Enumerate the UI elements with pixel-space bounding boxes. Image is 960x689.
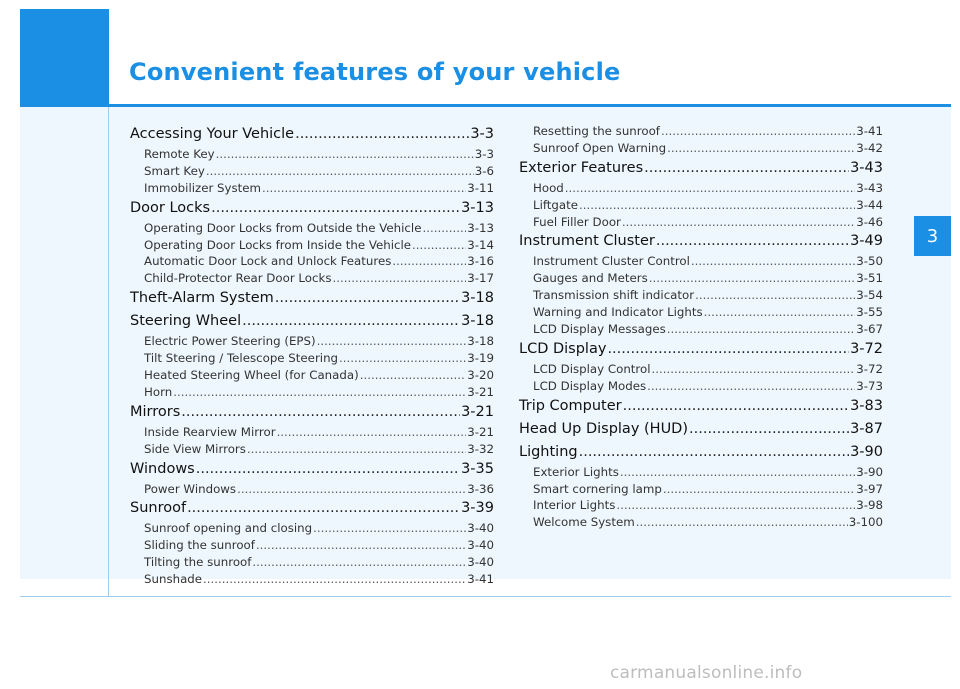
- dot-leader: [661, 124, 855, 138]
- toc-section-entry[interactable]: [130, 313, 494, 334]
- toc-entry-title: Operating Door Locks from Outside the Vehicle: [144, 220, 422, 235]
- toc-subsection-entry[interactable]: [519, 482, 883, 499]
- toc-entry-title: Tilting the sunroof: [144, 555, 252, 570]
- toc-section-entry[interactable]: [519, 341, 883, 362]
- toc-entry-title: Gauges and Meters: [533, 271, 648, 286]
- toc-section-entry[interactable]: [130, 200, 494, 221]
- toc-entry-page: 3-55: [856, 305, 883, 320]
- toc-section-entry[interactable]: [519, 444, 883, 465]
- toc-entry-title: Sunroof Open Warning: [533, 140, 667, 155]
- dot-leader: [663, 482, 855, 496]
- toc-entry-title: Heated Steering Wheel (for Canada): [144, 368, 359, 383]
- dot-leader: [636, 515, 848, 529]
- toc-section-entry[interactable]: [519, 398, 883, 419]
- toc-entry-page: 3-100: [848, 515, 883, 530]
- toc-subsection-entry[interactable]: [519, 181, 883, 198]
- toc-entry-title: Power Windows: [144, 481, 237, 496]
- toc-entry-page: 3-97: [856, 481, 883, 496]
- dot-leader: [656, 233, 849, 249]
- toc-entry-title: Liftgate: [533, 197, 579, 212]
- toc-subsection-entry[interactable]: [519, 379, 883, 396]
- toc-section-entry[interactable]: [130, 404, 494, 425]
- toc-entry-page: 3-83: [850, 397, 883, 414]
- toc-entry-title: Tilt Steering / Telescope Steering: [144, 351, 339, 366]
- dot-leader: [203, 572, 466, 586]
- toc-subsection-entry[interactable]: [519, 322, 883, 339]
- toc-entry-page: 3-39: [461, 500, 494, 517]
- dot-leader: [360, 368, 467, 382]
- toc-entry-page: 3-49: [850, 233, 883, 250]
- toc-subsection-entry[interactable]: [519, 362, 883, 379]
- toc-entry-page: 3-90: [856, 464, 883, 479]
- toc-subsection-entry[interactable]: [519, 498, 883, 515]
- toc-entry-title: LCD Display: [519, 340, 607, 357]
- toc-entry-title: Sunroof: [130, 500, 187, 517]
- toc-entry-page: 3-6: [474, 163, 494, 178]
- dot-leader: [644, 160, 849, 176]
- toc-subsection-entry[interactable]: [519, 254, 883, 271]
- toc-subsection-entry[interactable]: [130, 442, 494, 459]
- toc-subsection-entry[interactable]: [519, 141, 883, 158]
- toc-entry-page: 3-21: [461, 403, 494, 420]
- toc-entry-title: Sliding the sunroof: [144, 538, 255, 553]
- dot-leader: [704, 305, 856, 319]
- toc-subsection-entry[interactable]: [130, 147, 494, 164]
- toc-subsection-entry[interactable]: [130, 164, 494, 181]
- toc-section-entry[interactable]: [519, 233, 883, 254]
- dot-leader: [339, 351, 466, 365]
- toc-entry-title: Instrument Cluster Control: [533, 254, 690, 269]
- toc-entry-title: Remote Key: [144, 147, 215, 161]
- toc-entry-title: Smart Key: [144, 163, 205, 178]
- toc-subsection-entry[interactable]: [130, 271, 494, 288]
- toc-section-entry[interactable]: [519, 160, 883, 181]
- toc-entry-title: Automatic Door Lock and Unlock Features: [144, 254, 392, 269]
- toc-subsection-entry[interactable]: [130, 538, 494, 555]
- toc-subsection-entry[interactable]: [130, 482, 494, 499]
- toc-entry-title: Exterior Features: [519, 159, 644, 176]
- toc-entry-page: 3-51: [856, 271, 883, 286]
- dot-leader: [422, 221, 466, 235]
- toc-entry-page: 3-32: [467, 441, 494, 456]
- toc-entry-page: 3-43: [856, 180, 883, 195]
- dot-leader: [332, 271, 466, 285]
- toc-entry-title: Steering Wheel: [130, 313, 242, 330]
- dot-leader: [667, 141, 855, 155]
- toc-section-entry[interactable]: [519, 421, 883, 442]
- dot-leader: [579, 444, 849, 460]
- toc-entry-page: 3-20: [467, 368, 494, 383]
- dot-leader: [412, 238, 466, 252]
- toc-entry-page: 3-44: [856, 197, 883, 212]
- toc-subsection-entry[interactable]: [130, 572, 494, 589]
- toc-entry-title: Instrument Cluster: [519, 233, 655, 250]
- toc-entry-title: Hood: [533, 180, 564, 195]
- dot-leader: [211, 200, 460, 216]
- dot-leader: [181, 404, 460, 420]
- toc-subsection-entry[interactable]: [130, 555, 494, 572]
- dot-leader: [667, 322, 855, 336]
- toc-entry-title: Fuel Filler Door: [533, 214, 621, 229]
- dot-leader: [206, 164, 474, 178]
- toc-entry-page: 3-87: [850, 420, 883, 437]
- toc-entry-page: 3-21: [467, 424, 494, 439]
- toc-subsection-entry[interactable]: [130, 221, 494, 238]
- toc-entry-title: Door Locks: [130, 199, 211, 216]
- toc-section-entry[interactable]: [130, 126, 494, 147]
- toc-subsection-entry[interactable]: [130, 238, 494, 255]
- dot-leader: [252, 555, 466, 569]
- dot-leader: [579, 198, 855, 212]
- toc-subsection-entry[interactable]: [519, 124, 883, 141]
- toc-entry-page: 3-19: [467, 351, 494, 366]
- toc-entry-title: Sunroof opening and closing: [144, 521, 313, 536]
- dot-leader: [295, 126, 469, 142]
- dot-leader: [313, 521, 466, 535]
- toc-subsection-entry[interactable]: [519, 271, 883, 288]
- toc-entry-title: Warning and Indicator Lights: [533, 305, 703, 320]
- toc-entry-page: 3-16: [467, 254, 494, 269]
- toc-section-entry[interactable]: [130, 461, 494, 482]
- toc-subsection-entry[interactable]: [130, 368, 494, 385]
- toc-entry-page: 3-18: [461, 313, 494, 330]
- toc-entry-page: 3-73: [856, 378, 883, 393]
- toc-subsection-entry[interactable]: [130, 385, 494, 402]
- chapter-title: Convenient features of your vehicle: [129, 58, 621, 86]
- toc-entry-page: 3-14: [467, 237, 494, 252]
- toc-entry-page: 3-41: [467, 572, 494, 587]
- toc-entry-title: LCD Display Messages: [533, 322, 666, 337]
- toc-entry-page: 3-18: [467, 334, 494, 349]
- toc-entry-page: 3-90: [850, 443, 883, 460]
- dot-leader: [277, 425, 467, 439]
- dot-leader: [275, 290, 460, 306]
- toc-entry-page: 3-21: [467, 384, 494, 399]
- toc-subsection-entry[interactable]: [519, 288, 883, 305]
- toc-entry-title: Welcome System: [533, 515, 635, 530]
- toc-entry-page: 3-36: [467, 481, 494, 496]
- bottom-rule: [20, 596, 951, 597]
- toc-entry-title: Inside Rearview Mirror: [144, 424, 276, 439]
- toc-section-entry[interactable]: [130, 290, 494, 311]
- toc-subsection-entry[interactable]: [519, 215, 883, 232]
- toc-subsection-entry[interactable]: [130, 181, 494, 198]
- dot-leader: [647, 379, 855, 393]
- dot-leader: [247, 442, 466, 456]
- dot-leader: [695, 288, 855, 302]
- dot-leader: [196, 461, 460, 477]
- toc-entry-title: Windows: [130, 460, 195, 477]
- toc-entry-title: Resetting the sunroof: [533, 124, 660, 138]
- toc-entry-page: 3-35: [461, 460, 494, 477]
- toc-entry-page: 3-42: [856, 140, 883, 155]
- dot-leader: [616, 498, 855, 512]
- toc-entry-title: Immobilizer System: [144, 180, 262, 195]
- toc-subsection-entry[interactable]: [130, 351, 494, 368]
- toc-entry-title: Horn: [144, 384, 173, 399]
- toc-entry-title: LCD Display Control: [533, 361, 651, 376]
- toc-entry-title: Operating Door Locks from Inside the Vehicle: [144, 237, 412, 252]
- toc-right-column: [519, 124, 883, 532]
- toc-entry-page: 3-18: [461, 290, 494, 307]
- toc-entry-page: 3-40: [467, 521, 494, 536]
- toc-entry-title: Transmission shift indicator: [533, 288, 695, 303]
- toc-entry-title: Exterior Lights: [533, 464, 619, 479]
- toc-entry-page: 3-40: [467, 555, 494, 570]
- toc-subsection-entry[interactable]: [130, 425, 494, 442]
- toc-entry-title: Theft-Alarm System: [130, 290, 274, 307]
- toc-entry-page: 3-98: [856, 498, 883, 513]
- toc-entry-title: Accessing Your Vehicle: [130, 126, 295, 142]
- toc-entry-page: 3-3: [470, 126, 494, 142]
- dot-leader: [256, 538, 466, 552]
- dot-leader: [237, 482, 466, 496]
- chapter-tab[interactable]: 3: [914, 216, 951, 256]
- toc-entry-title: Head Up Display (HUD): [519, 420, 689, 437]
- toc-entry-title: LCD Display Modes: [533, 378, 647, 393]
- toc-left-column: [130, 124, 494, 589]
- toc-entry-page: 3-40: [467, 538, 494, 553]
- toc-entry-title: Sunshade: [144, 572, 203, 587]
- dot-leader: [317, 334, 467, 348]
- toc-entry-page: 3-67: [856, 322, 883, 337]
- toc-subsection-entry[interactable]: [519, 305, 883, 322]
- toc-subsection-entry[interactable]: [130, 521, 494, 538]
- toc-entry-page: 3-41: [856, 124, 883, 138]
- dot-leader: [691, 254, 855, 268]
- dot-leader: [652, 362, 856, 376]
- toc-entry-title: Child-Protector Rear Door Locks: [144, 271, 332, 286]
- dot-leader: [649, 271, 855, 285]
- toc-entry-page: 3-72: [850, 340, 883, 357]
- toc-entry-page: 3-72: [856, 361, 883, 376]
- toc-entry-page: 3-43: [850, 159, 883, 176]
- dot-leader: [216, 147, 474, 161]
- toc-subsection-entry[interactable]: [519, 465, 883, 482]
- toc-entry-title: Mirrors: [130, 403, 181, 420]
- toc-entry-page: 3-46: [856, 214, 883, 229]
- toc-entry-title: Electric Power Steering (EPS): [144, 334, 316, 349]
- toc-section-entry[interactable]: [130, 500, 494, 521]
- toc-entry-title: Interior Lights: [533, 498, 616, 513]
- dot-leader: [262, 181, 466, 195]
- toc-subsection-entry[interactable]: [519, 515, 883, 532]
- toc-entry-title: Trip Computer: [519, 397, 622, 414]
- margin-divider: [108, 107, 109, 596]
- dot-leader: [565, 181, 855, 195]
- toc-subsection-entry[interactable]: [519, 198, 883, 215]
- dot-leader: [173, 385, 466, 399]
- toc-entry-page: 3-17: [467, 271, 494, 286]
- dot-leader: [623, 398, 849, 414]
- toc-entry-title: Lighting: [519, 443, 578, 460]
- toc-entry-title: Side View Mirrors: [144, 441, 246, 456]
- toc-subsection-entry[interactable]: [130, 334, 494, 351]
- dot-leader: [622, 215, 855, 229]
- dot-leader: [689, 421, 849, 437]
- toc-entry-page: 3-3: [474, 147, 494, 161]
- toc-entry-page: 3-11: [467, 180, 494, 195]
- toc-subsection-entry[interactable]: [130, 254, 494, 271]
- toc-entry-page: 3-13: [467, 220, 494, 235]
- toc-entry-page: 3-13: [461, 199, 494, 216]
- toc-entry-title: Smart cornering lamp: [533, 481, 662, 496]
- watermark: carmanualsonline.info: [610, 663, 803, 683]
- chapter-header-block: [20, 9, 109, 107]
- dot-leader: [242, 313, 460, 329]
- dot-leader: [187, 500, 460, 516]
- dot-leader: [607, 341, 849, 357]
- dot-leader: [620, 465, 855, 479]
- toc-entry-page: 3-54: [856, 288, 883, 303]
- toc-entry-page: 3-50: [856, 254, 883, 269]
- dot-leader: [392, 254, 466, 268]
